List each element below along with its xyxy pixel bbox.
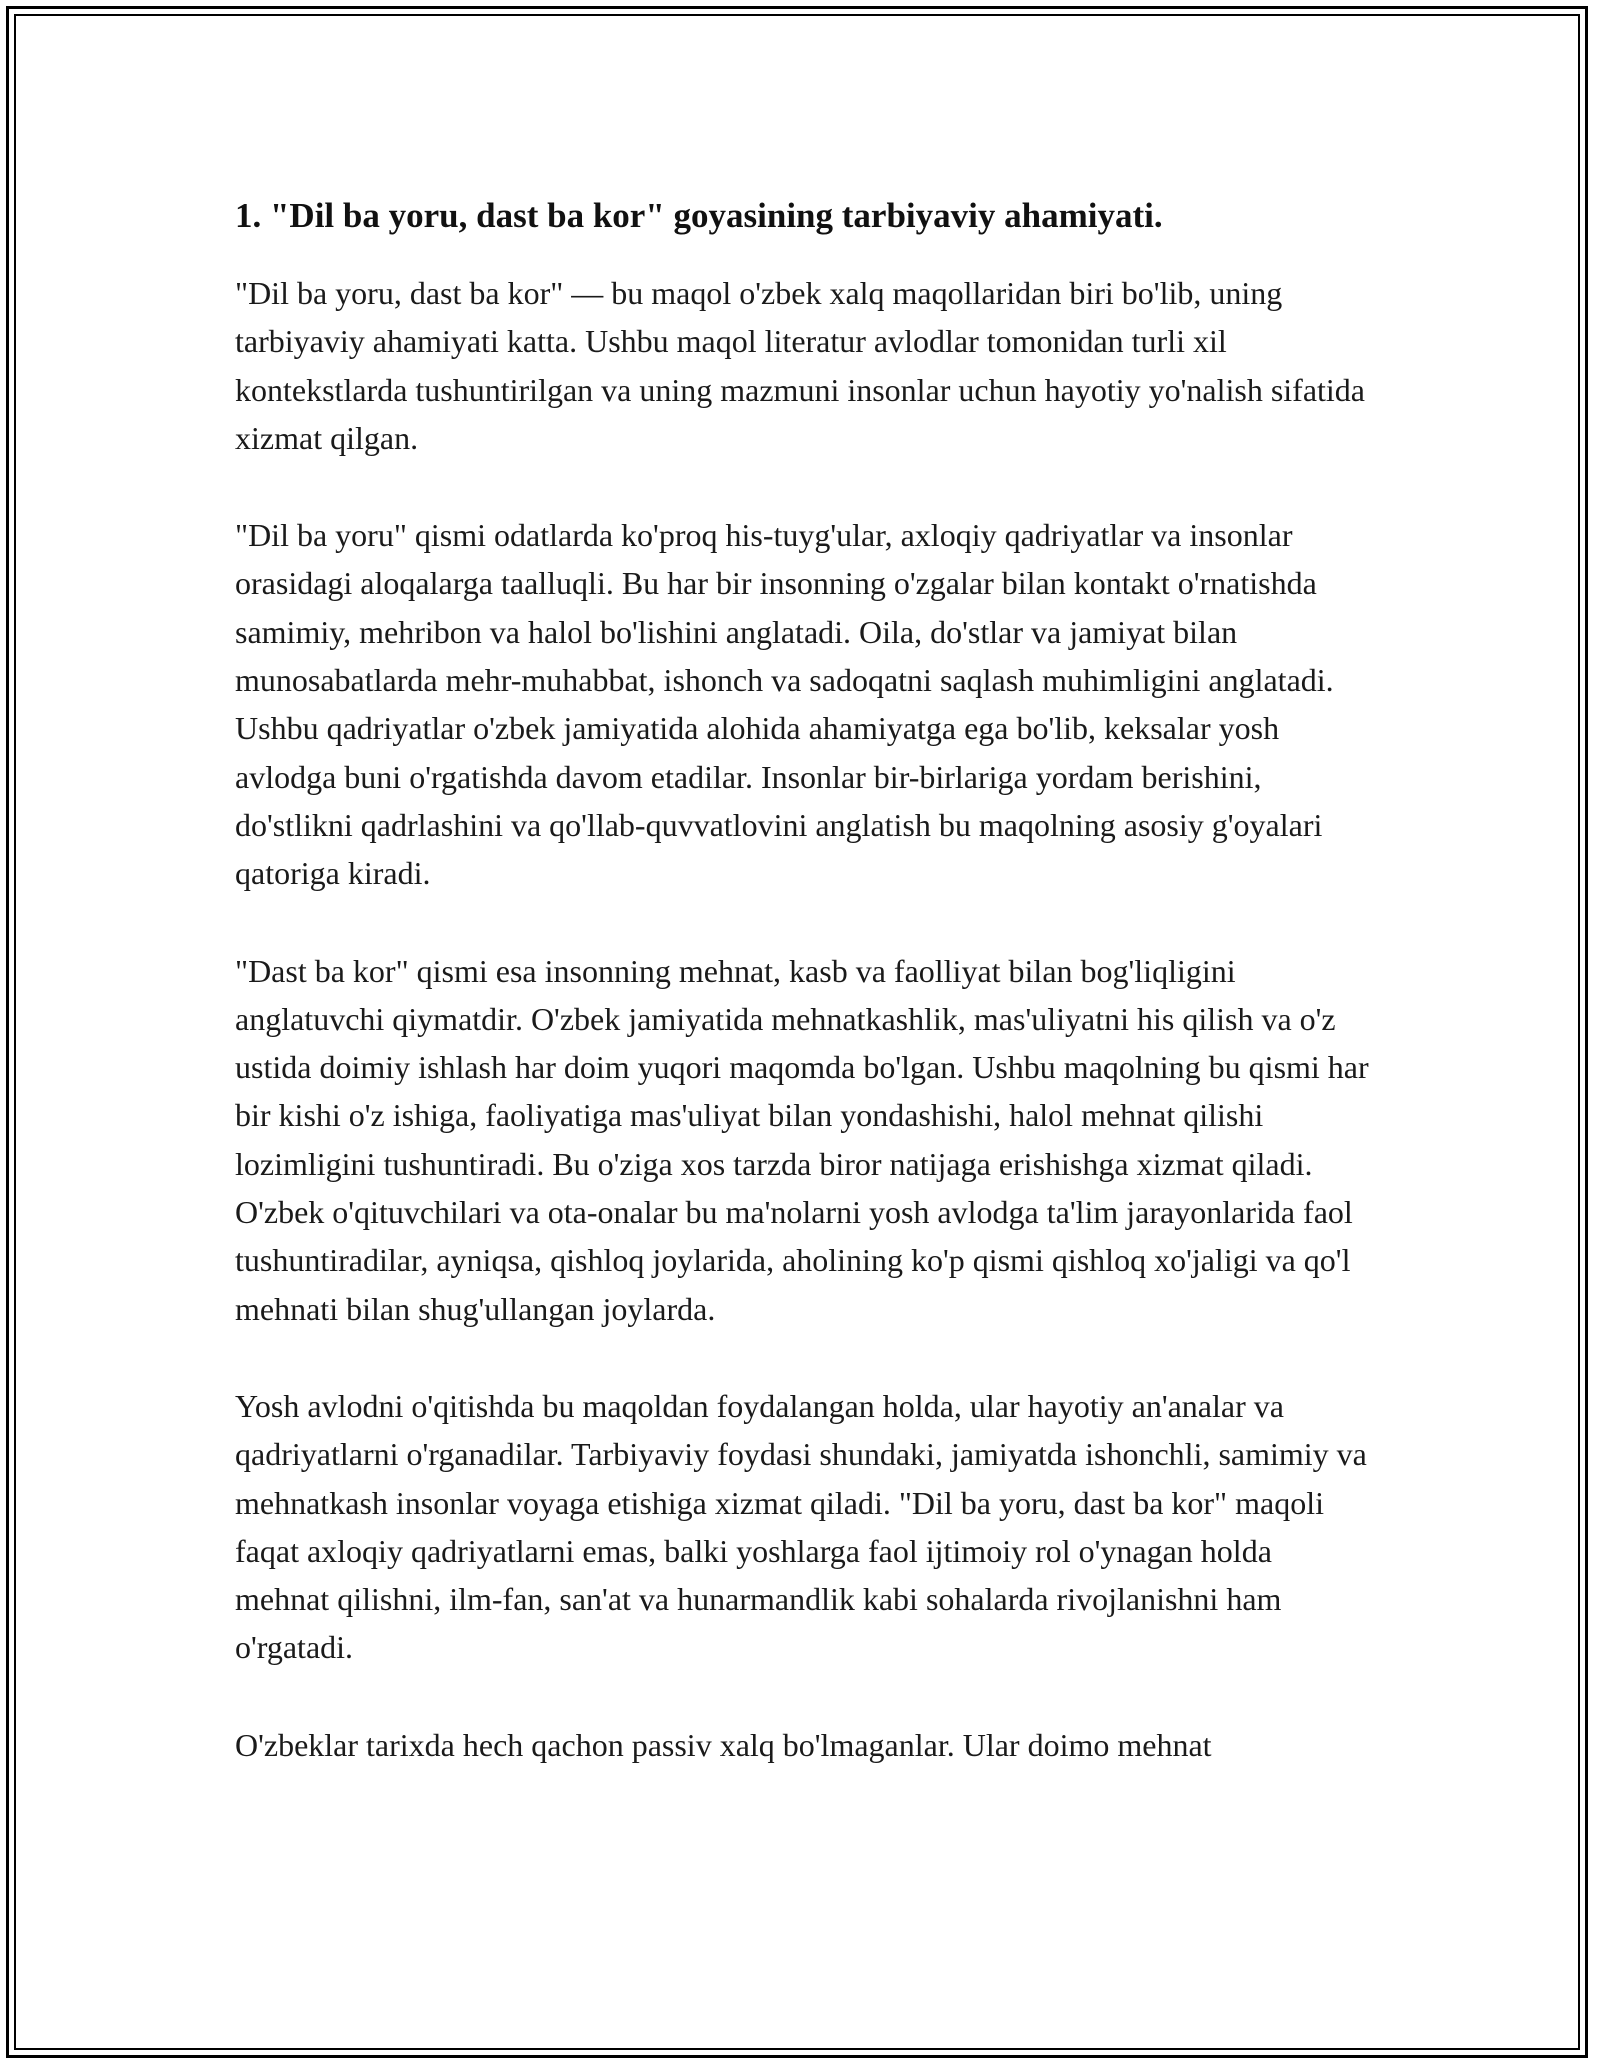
paragraph-4: Yosh avlodni o'qitishda bu maqoldan foydalangan holda, ular hayotiy an'analar va qadriyatlarni o'rganadilar. Tarbiyaviy foydasi shundaki, jamiyatda ishonchli, samimiy va mehnatkash insonlar voyaga etishiga xizmat qiladi. "Dil ba yoru, dast ba kor" maqoli faqat axloqiy qadriyatlarni emas, balki yoshlarga faol ijtimoiy rol o'ynagan holda mehnat qilishni, ilm-fan, san'at va hunarmandlik kabi sohalarda rivojlanishni ham o'rgatadi. <box>235 1387 1367 1666</box>
document-title: 1. "Dil ba yoru, dast ba kor" goyasining tarbiyaviy ahamiyati. <box>235 196 1163 235</box>
paragraph-2: "Dil ba yoru" qismi odatlarda ko'proq his-tuyg'ular, axloqiy qadriyatlar va insonlar orasidagi aloqalarga taalluqli. Bu har bir insonning o'zgalar bilan kontakt o'rnatishda samimiy, mehribon va halol bo'lishini anglatadi. Oila, do'stlar va jamiyat bilan munosabatlarda mehr-muhabbat, ishonch va sadoqatni saqlash muhimligini anglatadi. Ushbu qadriyatlar o'zbek jamiyatida alohida ahamiyatga ega bo'lib, keksalar yosh avlodga buni o'rgatishda davom etadilar. Insonlar bir-birlariga yordam berishini, do'stlikni qadrlashini va qo'llab-quvvatlovini anglatish bu maqolning asosiy g'oyalari qatoriga kiradi. <box>235 517 1334 892</box>
paragraph-1: "Dil ba yoru, dast ba kor" — bu maqol o'zbek xalq maqollaridan biri bo'lib, uning tarbiyaviy ahamiyati katta. Ushbu maqol literatur avlodlar tomonidan turli xil kontekstlarda tushuntirilgan va uning mazmuni insonlar uchun hayotiy yo'nalish sifatida xizmat qilgan. <box>235 275 1365 456</box>
paragraph-5: O'zbeklar tarixda hech qachon passiv xalq bo'lmaganlar. Ular doimo mehnat <box>235 1726 1212 1763</box>
document-body <box>235 190 1370 1818</box>
paragraph-3: "Dast ba kor" qismi esa insonning mehnat, kasb va faolliyat bilan bog'liqligini anglatuvchi qiymatdir. O'zbek jamiyatida mehnatkashlik, mas'uliyatni his qilish va o'z ustida doimiy ishlash har doim yuqori maqomda bo'lgan. Ushbu maqolning bu qismi har bir kishi o'z ishiga, faoliyatiga mas'uliyat bilan yondashishi, halol mehnat qilishi lozimligini tushuntiradi. Bu o'ziga xos tarzda biror natijaga erishishga xizmat qiladi. O'zbek o'qituvchilari va ota-onalar bu ma'nolarni yosh avlodga ta'lim jarayonlarida faol tushuntiradilar, ayniqsa, qishloq joylarida, aholining ko'p qismi qishloq xo'jaligi va qo'l mehnati bilan shug'ullangan joylarda. <box>235 952 1369 1327</box>
